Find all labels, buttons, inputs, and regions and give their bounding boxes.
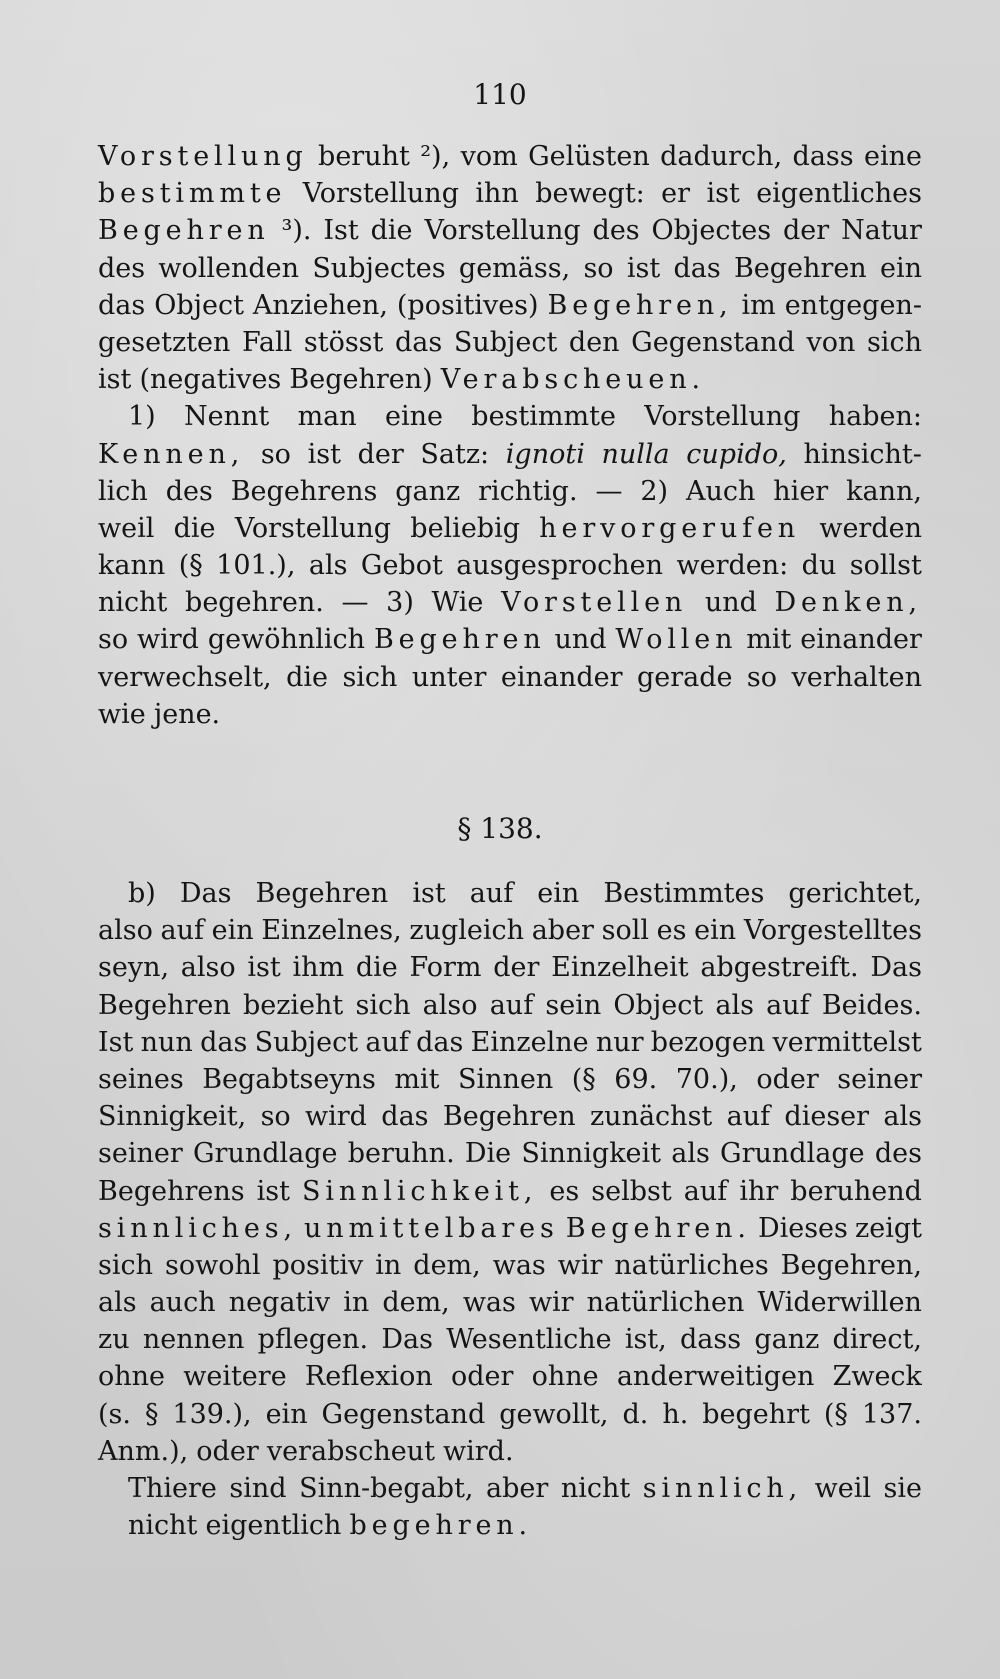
text-line: ist (negatives Begehren) Verabscheuen. bbox=[98, 364, 705, 396]
text-line: Begehrens ist Sinnlichkeit, es selbst auf ihr beruhend bbox=[98, 1175, 922, 1207]
paragraph-1 bbox=[98, 138, 922, 398]
text-line: Begehren ³). Ist die Vorstellung des Objectes der Natur bbox=[98, 215, 922, 247]
text-block-top bbox=[98, 138, 922, 733]
text-line: gesetzten Fall stösst das Subject den Gegenstand von sich bbox=[98, 326, 922, 358]
section-heading: § 138. bbox=[457, 812, 543, 845]
text-line: also auf ein Einzelnes, zugleich aber soll es ein Vorgestelltes bbox=[98, 915, 922, 947]
text-line: b) Das Begehren ist auf ein Bestimmtes gerichtet, bbox=[128, 878, 922, 909]
text-line: seyn, also ist ihm die Form der Einzelheit abgestreift. Das bbox=[98, 952, 922, 984]
text-line: das Object Anziehen, (positives) Begehren, im entgegen- bbox=[98, 289, 922, 321]
text-line: Vorstellung beruht ²), vom Gelüsten dadurch, dass eine bbox=[98, 141, 922, 172]
text-line: seines Begabtseyns mit Sinnen (§ 69. 70.), oder seiner bbox=[98, 1063, 922, 1095]
text-line: ohne weitere Reflexion oder ohne anderweitigen Zweck bbox=[98, 1361, 922, 1393]
text-line: Sinnigkeit, so wird das Begehren zunächst auf dieser als bbox=[98, 1101, 922, 1133]
text-line: Ist nun das Subject auf das Einzelne nur bezogen vermittelst bbox=[98, 1026, 922, 1058]
paragraph-2-footnotes bbox=[98, 398, 922, 733]
text-line: Begehren bezieht sich also auf sein Object als auf Beides. bbox=[98, 989, 922, 1021]
text-line: lich des Begehrens ganz richtig. — 2) Auch hier kann, bbox=[98, 475, 922, 507]
text-block-bottom bbox=[98, 875, 922, 1544]
text-line: so wird gewöhnlich Begehren und Wollen mit einander bbox=[98, 624, 922, 656]
text-line: (s. § 139.), ein Gegenstand gewollt, d. h. begehrt (§ 137. bbox=[98, 1398, 922, 1430]
text-line: wie jene. bbox=[98, 698, 221, 730]
text-line: Anm.), oder verabscheut wird. bbox=[98, 1435, 514, 1467]
text-line: nicht begehren. — 3) Wie Vorstellen und Denken, bbox=[98, 587, 922, 619]
text-line: verwechselt, die sich unter einander gerade so verhalten bbox=[98, 661, 922, 693]
text-line: zu nennen pflegen. Das Wesentliche ist, dass ganz direct, bbox=[98, 1324, 922, 1356]
text-line: des wollenden Subjectes gemäss, so ist das Begehren ein bbox=[98, 252, 922, 284]
paragraph-4-note bbox=[98, 1470, 922, 1544]
text-line: Kennen, so ist der Satz: ignoti nulla cupido, hinsicht- bbox=[98, 438, 922, 470]
text-line: 1) Nennt man eine bestimmte Vorstellung haben: bbox=[128, 401, 922, 433]
page-number: 110 bbox=[473, 78, 527, 111]
text-line: seiner Grundlage beruhn. Die Sinnigkeit als Grundlage des bbox=[98, 1138, 922, 1170]
text-line: Thiere sind Sinn-begabt, aber nicht sinnlich, weil sie bbox=[128, 1473, 922, 1504]
text-line: bestimmte Vorstellung ihn bewegt: er ist eigentliches bbox=[98, 178, 922, 210]
text-line: nicht eigentlich begehren. bbox=[128, 1510, 532, 1542]
text-line: als auch negativ in dem, was wir natürlichen Widerwillen bbox=[98, 1287, 922, 1319]
paragraph-3 bbox=[98, 875, 922, 1470]
text-line: sich sowohl positiv in dem, was wir natürliches Begehren, bbox=[98, 1249, 922, 1281]
text-line: sinnliches, unmittelbares Begehren. Dieses zeigt bbox=[98, 1212, 922, 1244]
text-line: kann (§ 101.), als Gebot ausgesprochen werden: du sollst bbox=[98, 550, 922, 582]
text-line: weil die Vorstellung beliebig hervorgerufen werden bbox=[98, 512, 922, 544]
